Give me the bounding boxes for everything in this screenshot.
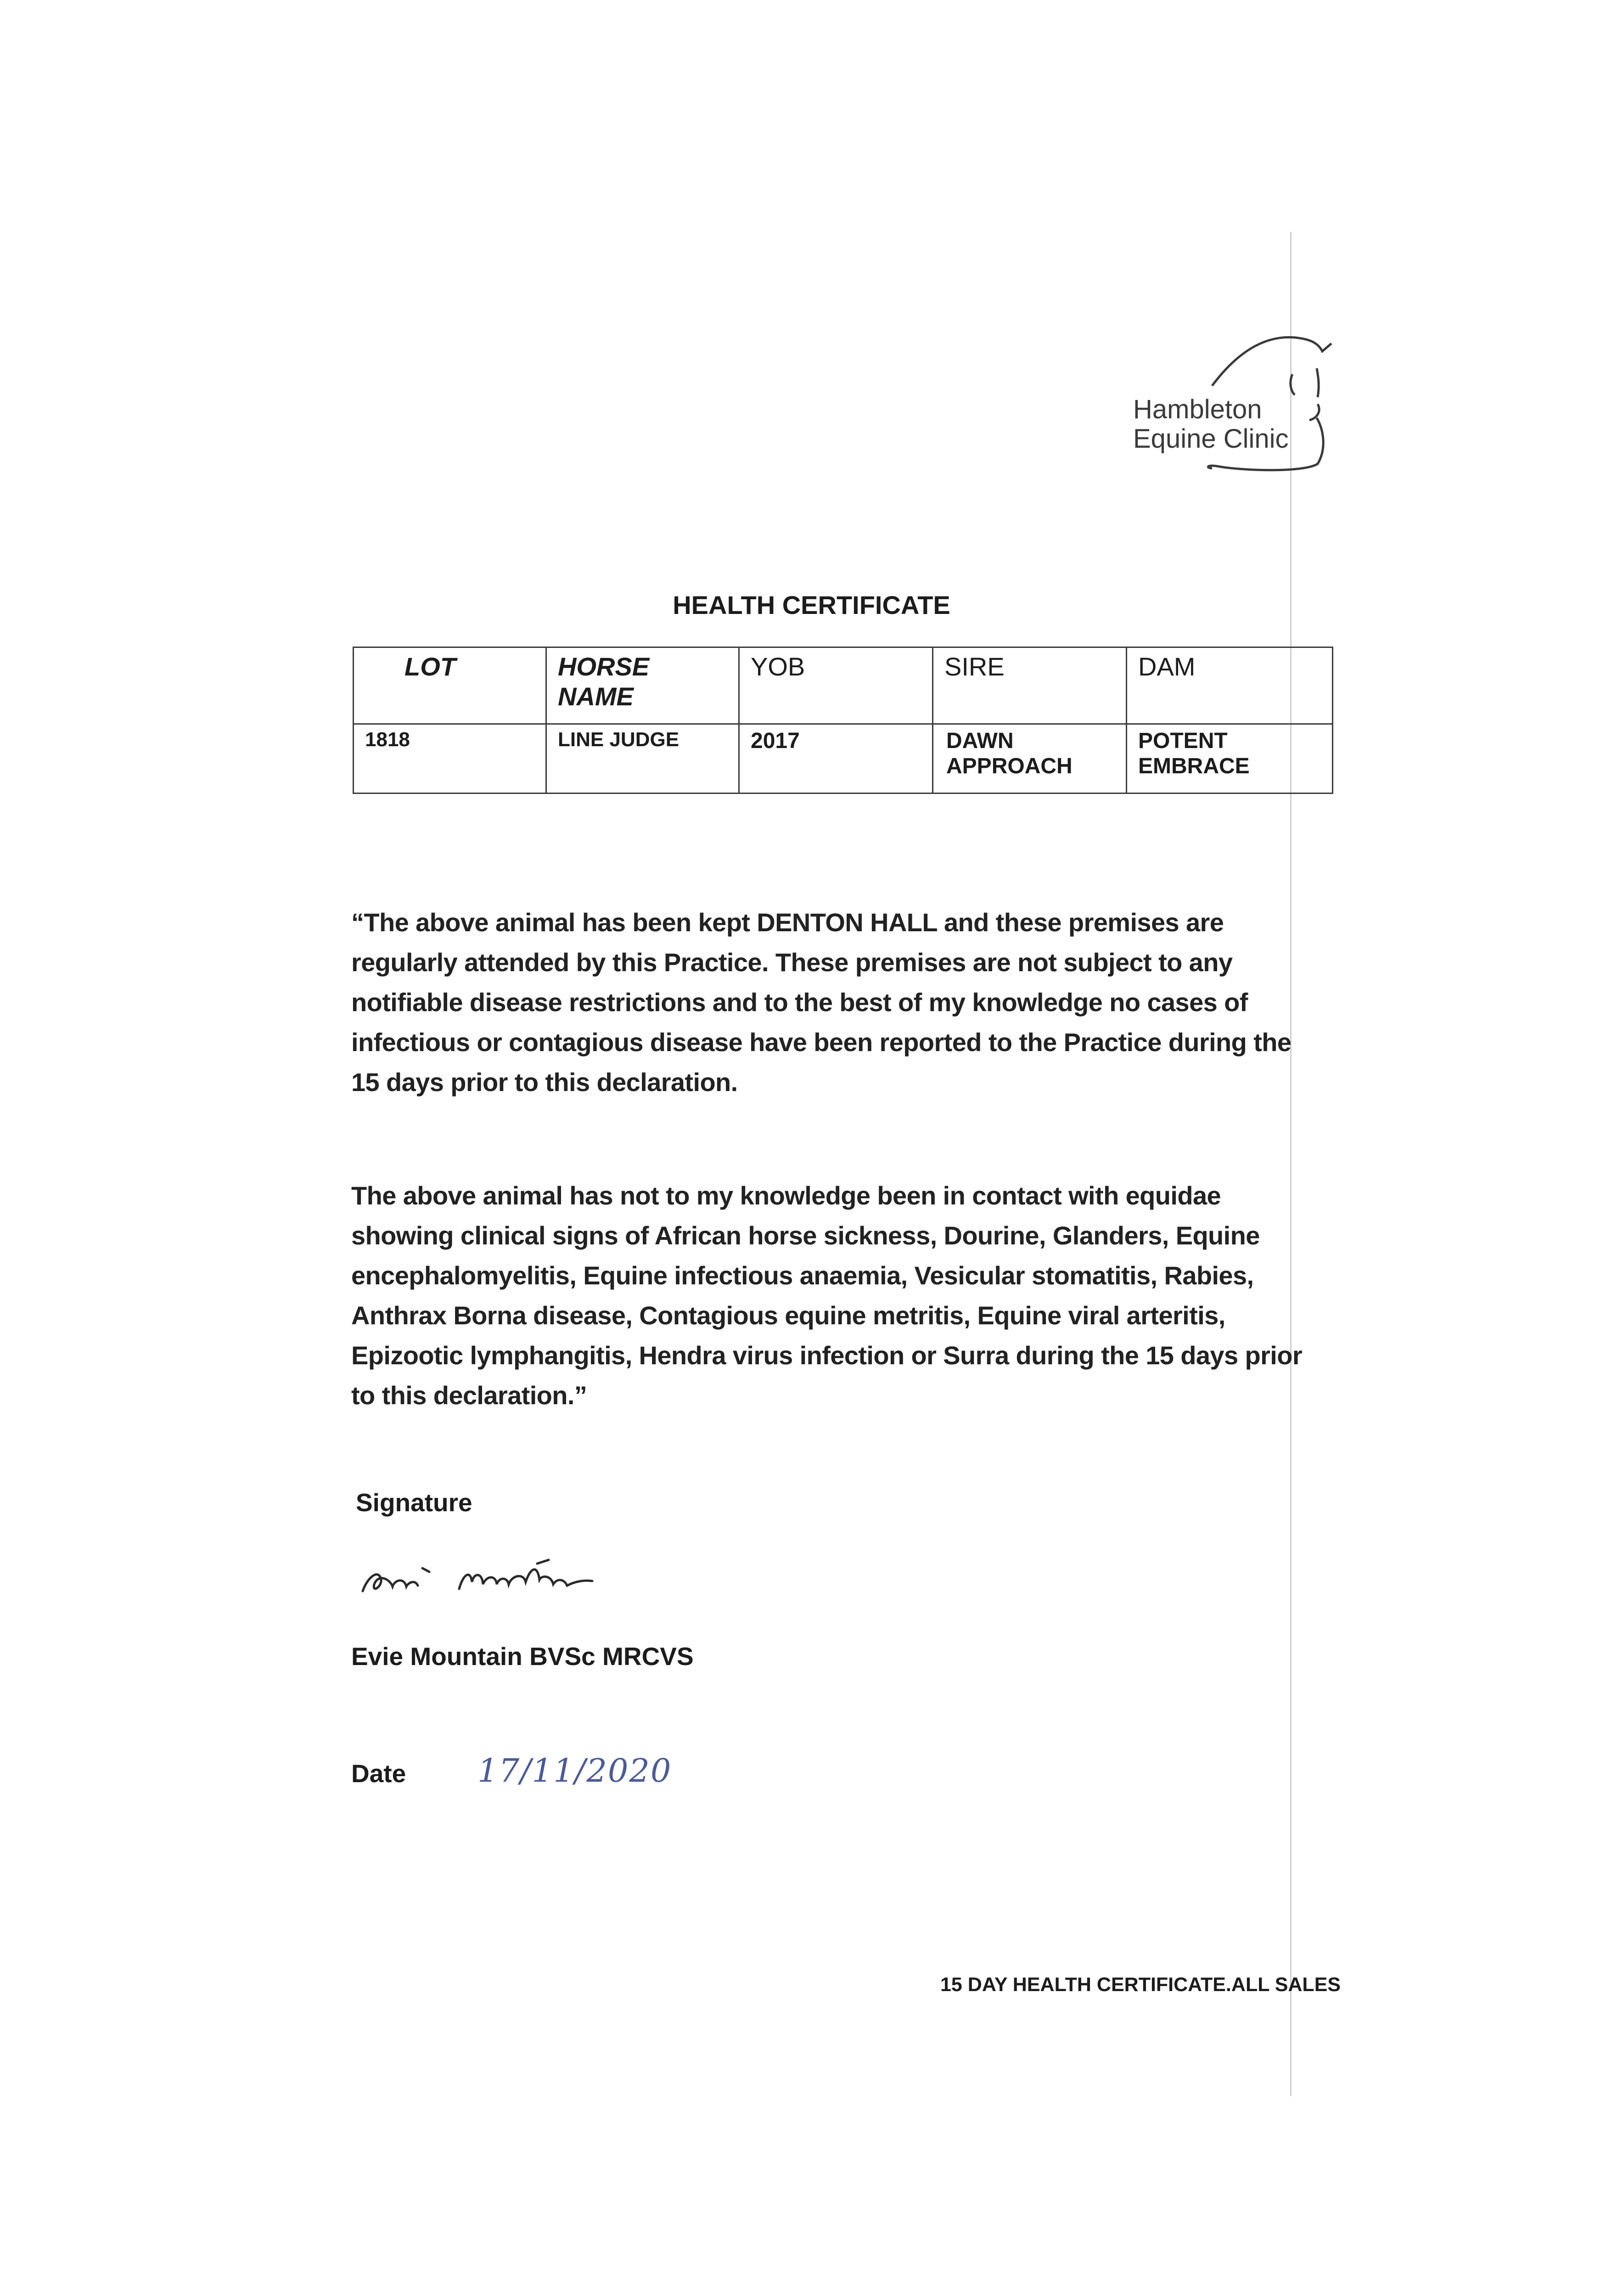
- page-title: HEALTH CERTIFICATE: [673, 591, 950, 619]
- logo-text-line2: Equine Clinic: [1133, 424, 1289, 454]
- header-dam: DAM: [1127, 647, 1333, 724]
- date-label: Date: [351, 1759, 406, 1788]
- cell-dam: POTENT EMBRACE: [1127, 724, 1333, 793]
- signature-label: Signature: [356, 1488, 472, 1517]
- scan-edge-line: [1290, 232, 1292, 2096]
- header-yob: YOB: [739, 647, 933, 724]
- clinic-logo: [1102, 317, 1341, 496]
- cell-sire: DAWN APPROACH: [933, 724, 1127, 793]
- logo-text-line1: Hambleton: [1133, 394, 1262, 424]
- vet-name: Evie Mountain BVSc MRCVS: [351, 1642, 694, 1671]
- declaration-paragraph-1: “The above animal has been kept DENTON HALL and these premises are regularly attended by this Practice. These premises are not subject to any notifiable disease restrictions and to the best of my knowledge no cases of infectious or contagious disease have been reported to the Practice during the 15 days prior to this declaration.: [351, 908, 1292, 1097]
- date-value: 17/11/2020: [477, 1752, 672, 1790]
- cell-horse-name: LINE JUDGE: [546, 724, 739, 793]
- horse-info-table: [353, 647, 1333, 794]
- cell-yob: 2017: [739, 724, 933, 793]
- header-lot: LOT: [354, 647, 546, 724]
- cell-lot: 1818: [354, 724, 546, 793]
- handwritten-signature: [354, 1536, 657, 1605]
- header-sire: SIRE: [933, 647, 1127, 724]
- declaration-paragraph-2: The above animal has not to my knowledge been in contact with equidae showing clinical signs of African horse sickness, Dourine, Glanders, Equine encephalomyelitis, Equine infectious anaemia, Vesicular stomatitis, Rabies, Anthrax Borna disease, Contagious equine metritis, Equine viral arteritis, Epizootic lymphangitis, Hendra virus infection or Surra during the 15 days prior to this declaration.”: [351, 1181, 1303, 1410]
- footer-text: 15 DAY HEALTH CERTIFICATE.ALL SALES: [940, 1974, 1341, 1996]
- header-horse-name: HORSE NAME: [546, 647, 739, 724]
- table-row: [354, 724, 1333, 793]
- table-header-row: [354, 647, 1333, 724]
